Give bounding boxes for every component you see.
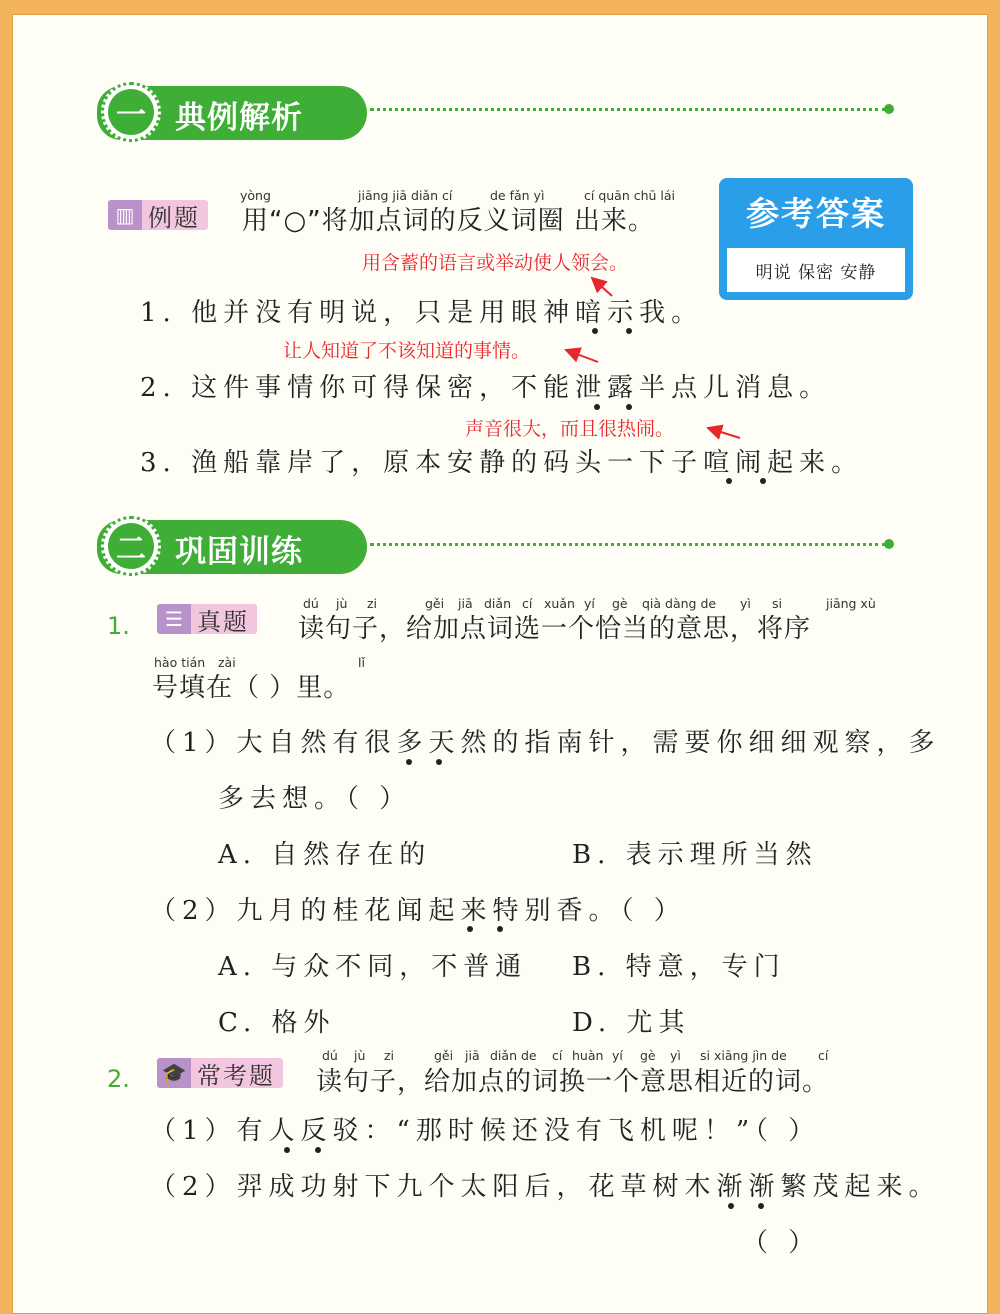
emphasis-dot: [728, 1203, 734, 1209]
annotation-note: 让人知道了不该知道的事情。: [283, 340, 531, 362]
pinyin: yì: [670, 1048, 681, 1063]
pinyin: dú: [303, 596, 319, 611]
pinyin: jiāng xù: [826, 596, 876, 611]
sub-question: （1）有人反驳：“那时候还没有飞机呢！”: [150, 1116, 756, 1146]
emphasis-dot: [594, 404, 600, 410]
section-number-badge: [101, 516, 161, 576]
pinyin: cí: [818, 1048, 829, 1063]
emphasis-dot: [626, 328, 632, 334]
pinyin: zi: [367, 596, 378, 611]
question-number: 2.: [107, 1065, 130, 1093]
graduation-cap-icon: 🎓: [157, 1058, 191, 1088]
emphasis-dot: [592, 328, 598, 334]
pinyin: cí quān chū lái: [584, 188, 676, 203]
pinyin: jiā: [458, 596, 473, 611]
pinyin: huàn: [572, 1048, 604, 1063]
question-text: 号填在（ ）里。: [152, 673, 351, 703]
pinyin: xuǎn: [544, 596, 575, 611]
pinyin: diǎn de: [490, 1048, 537, 1063]
emphasis-dot: [726, 478, 732, 484]
question-text: 读句子，给加点的词换一个意思相近的词。: [316, 1067, 830, 1097]
pinyin: jù: [336, 596, 348, 611]
pinyin: cí: [522, 596, 533, 611]
pinyin: gěi: [425, 596, 445, 611]
pinyin: jiāng jiā diǎn cí: [358, 188, 453, 203]
pinyin: si xiāng jìn de: [700, 1048, 787, 1063]
pinyin: diǎn: [484, 596, 511, 611]
annotation-note: 用含蓄的语言或举动使人领会。: [362, 252, 629, 274]
emphasis-dot: [284, 1147, 290, 1153]
section-title: 巩固训练: [175, 534, 303, 570]
option-a: A. 自然存在的: [218, 840, 432, 870]
emphasis-dot: [497, 926, 503, 932]
arrow-line: [708, 428, 740, 438]
sub-question: （2）羿成功射下九个太阳后，花草树木渐渐繁茂起来。: [150, 1172, 941, 1202]
pinyin: si: [772, 596, 782, 611]
pinyin: yì: [740, 596, 751, 611]
option-a: A. 与众不同，不普通: [218, 952, 528, 982]
option-d: D. 尤其: [572, 1008, 691, 1038]
option-b: B. 表示理所当然: [572, 840, 818, 870]
example-sentence: 2. 这件事情你可得保密，不能泄露半点儿消息。: [140, 373, 832, 403]
pinyin: cí: [552, 1048, 563, 1063]
example-sentence: 1. 他并没有明说，只是用眼神暗示我。: [140, 298, 704, 328]
section-number: 二: [108, 523, 154, 569]
section-number: 一: [108, 89, 154, 135]
emphasis-dot: [758, 1203, 764, 1209]
question-number: 1.: [107, 612, 130, 640]
section-banner-practice: [97, 520, 367, 574]
pinyin: yí: [612, 1048, 623, 1063]
sub-question: （1）大自然有很多天然的指南针，需要你细细观察，多: [150, 728, 941, 758]
pinyin: gè: [640, 1048, 656, 1063]
question-text: 读句子，给加点词选一个恰当的意思，将序: [298, 614, 812, 644]
option-b: B. 特意，专门: [572, 952, 786, 982]
pinyin: qià dàng de: [642, 596, 717, 611]
list-icon: ☰: [157, 604, 191, 634]
pinyin: gěi: [434, 1048, 454, 1063]
sub-question-continued: 多去想。（ ）: [218, 784, 412, 814]
emphasis-dot: [436, 759, 442, 765]
real-exam-tag-label: 真题: [197, 607, 249, 636]
book-icon: ▥: [108, 200, 142, 230]
pinyin: zi: [384, 1048, 395, 1063]
frequent-exam-tag: [157, 1058, 283, 1088]
pinyin: jù: [354, 1048, 366, 1063]
pinyin: yòng: [240, 188, 271, 203]
pinyin: zài: [218, 655, 236, 670]
sub-question: （2）九月的桂花闻起来特别香。（ ）: [150, 896, 686, 926]
pinyin: gè: [612, 596, 628, 611]
answer-blank[interactable]: （ ）: [742, 1116, 821, 1146]
emphasis-dot: [760, 478, 766, 484]
emphasis-dot: [467, 926, 473, 932]
pinyin: yí: [584, 596, 595, 611]
section-title: 典例解析: [175, 100, 303, 136]
pinyin: jiā: [465, 1048, 480, 1063]
emphasis-dot: [406, 759, 412, 765]
real-exam-tag: [157, 604, 257, 634]
annotation-note: 声音很大，而且很热闹。: [465, 418, 675, 440]
arrow-line: [566, 350, 598, 362]
answer-blank[interactable]: （ ）: [742, 1228, 821, 1258]
frequent-exam-tag-label: 常考题: [197, 1061, 275, 1090]
pinyin: hào tián: [154, 655, 206, 670]
answer-body: 明说 保密 安静: [727, 248, 905, 292]
example-sentence: 3. 渔船靠岸了，原本安静的码头一下子喧闹起来。: [140, 448, 864, 478]
pinyin: dú: [322, 1048, 338, 1063]
example-tag-label: 例题: [148, 203, 200, 232]
pinyin: de fǎn yì: [490, 188, 545, 203]
section-divider-end: [884, 539, 894, 549]
example-question: 用“○”将加点词的反义词圈 出来。: [242, 206, 655, 236]
option-c: C. 格外: [218, 1008, 336, 1038]
section-divider: [370, 543, 886, 546]
pinyin: lǐ: [358, 655, 365, 670]
answer-title: 参考答案: [746, 194, 886, 233]
emphasis-dot: [315, 1147, 321, 1153]
emphasis-dot: [626, 404, 632, 410]
